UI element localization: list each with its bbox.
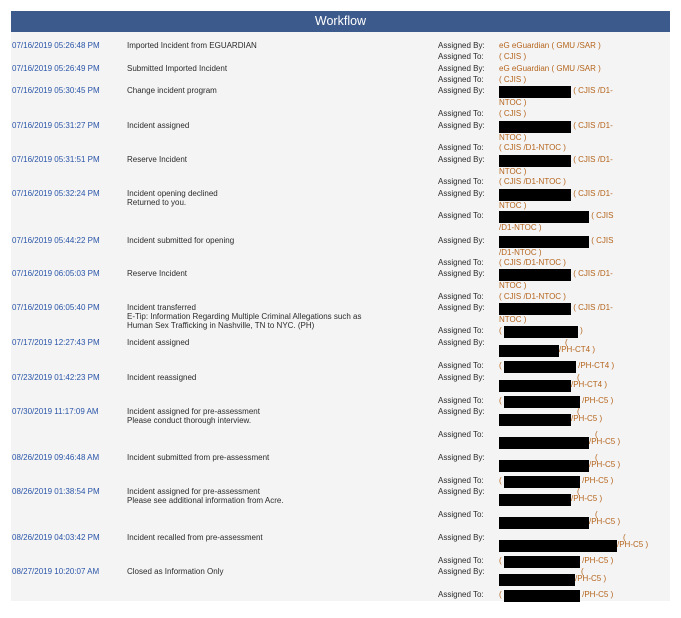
assigned-by-label: Assigned By: [438, 155, 485, 164]
assigned-by-label: Assigned By: [438, 41, 485, 50]
event-line: Incident opening declined [127, 189, 218, 198]
redaction-bar [499, 494, 571, 506]
to-value-tail: /PH-C5 ) [589, 437, 621, 446]
assigned-by-value [499, 155, 667, 176]
by-value-continued: NTOC ) [499, 167, 527, 176]
entry-datetime: 08/26/2019 01:38:54 PM [12, 487, 100, 496]
assigned-to-label: Assigned To: [438, 211, 484, 220]
by-value-continued [499, 414, 667, 426]
entry-event [127, 64, 417, 73]
assigned-to-label: Assigned To: [438, 476, 484, 485]
assigned-by-label: Assigned By: [438, 236, 485, 245]
entry-datetime: 08/27/2019 10:20:07 AM [12, 567, 100, 576]
assigned-by-value [499, 533, 667, 552]
entry-event [127, 567, 417, 576]
entry-datetime: 07/16/2019 05:31:51 PM [12, 155, 100, 164]
entry-event [127, 487, 417, 505]
by-value-continued: NTOC ) [499, 98, 527, 107]
entry-event [127, 338, 417, 347]
assigned-to-value: ( CJIS /D1-NTOC ) [499, 143, 566, 152]
assigned-by-label: Assigned By: [438, 86, 485, 95]
assigned-by-value [499, 236, 667, 257]
entry-datetime: 07/17/2019 12:27:43 PM [12, 338, 100, 347]
by-value-tail: /PH-C5 ) [617, 540, 649, 549]
entry-event [127, 189, 417, 207]
assigned-by-label: Assigned By: [438, 269, 485, 278]
by-value-tail: /PH-C5 ) [589, 460, 621, 469]
redaction-bar [499, 236, 589, 248]
redaction-bar [499, 86, 571, 98]
event-line: Human Sex Trafficking in Nashville, TN to NYC. (PH) [127, 321, 315, 330]
assigned-to-label: Assigned To: [438, 75, 484, 84]
assigned-to-value [499, 109, 667, 118]
workflow-panel [11, 11, 670, 601]
assigned-by-value [499, 487, 667, 506]
assigned-to-label: Assigned To: [438, 396, 484, 405]
redaction-bar [499, 517, 589, 529]
by-value-tail: /PH-C5 ) [575, 574, 607, 583]
entry-event [127, 533, 417, 542]
assigned-by-value [499, 453, 667, 472]
by-value-tail: /PH-CT4 ) [559, 345, 595, 354]
by-value-suffix: ( CJIS [589, 236, 614, 245]
event-line: Reserve Incident [127, 269, 188, 278]
to-value-open: ( [499, 476, 504, 485]
assigned-by-value [499, 86, 667, 107]
assigned-to-value [499, 430, 667, 449]
by-value-continued: /D1-NTOC ) [499, 248, 542, 257]
by-value-open: ( [595, 453, 598, 462]
entry-datetime: 07/30/2019 11:17:09 AM [12, 407, 99, 416]
event-line: Incident transferred [127, 303, 196, 312]
entry-datetime: 07/16/2019 05:32:24 PM [12, 189, 100, 198]
assigned-by-value [499, 338, 667, 357]
assigned-to-label: Assigned To: [438, 52, 484, 61]
to-value-open: ( [499, 556, 504, 565]
assigned-to-value [499, 143, 667, 152]
entry-event [127, 269, 417, 278]
redaction-bar [499, 460, 589, 472]
assigned-to-label: Assigned To: [438, 292, 484, 301]
by-value-continued: NTOC ) [499, 133, 527, 142]
to-value-open: ( [499, 396, 504, 405]
assigned-to-value: ( CJIS /D1-NTOC ) [499, 258, 566, 267]
assigned-to-value [499, 211, 667, 232]
to-value-continued [499, 517, 667, 529]
by-value-continued [499, 460, 667, 472]
assigned-to-value: ( CJIS ) [499, 52, 527, 61]
event-line: Incident reassigned [127, 373, 197, 382]
by-value-suffix: ( CJIS /D1- [571, 121, 613, 130]
entry-datetime: 07/16/2019 05:31:27 PM [12, 121, 100, 130]
by-value-open: ( [577, 373, 580, 382]
assigned-to-value [499, 177, 667, 186]
assigned-to-value [499, 510, 667, 529]
redaction-bar [499, 269, 571, 281]
redaction-bar [499, 155, 571, 167]
event-line: Incident submitted for opening [127, 236, 235, 245]
by-value-line [499, 121, 667, 133]
to-value-tail: /PH-C5 ) [579, 590, 614, 599]
to-value-line [499, 361, 667, 373]
assigned-to-label: Assigned To: [438, 326, 484, 335]
by-value-open: ( [623, 533, 626, 542]
event-line: Closed as Information Only [127, 567, 224, 576]
assigned-to-value [499, 326, 667, 338]
by-value-suffix: ( CJIS /D1- [571, 269, 613, 278]
redaction-bar [499, 437, 589, 449]
to-value-line [499, 590, 667, 602]
assigned-by-value: eG eGuardian ( GMU /SAR ) [499, 64, 601, 73]
assigned-by-value [499, 121, 667, 142]
assigned-by-value [499, 303, 667, 324]
entry-event [127, 86, 417, 95]
by-value-continued: NTOC ) [499, 201, 527, 210]
assigned-to-label: Assigned To: [438, 510, 484, 519]
assigned-by-label: Assigned By: [438, 453, 485, 462]
to-value-tail: /PH-CT4 ) [575, 361, 615, 370]
by-value-suffix: ( CJIS /D1- [571, 86, 613, 95]
assigned-by-label: Assigned By: [438, 121, 485, 130]
event-line: Incident assigned for pre-assessment [127, 487, 260, 496]
assigned-to-value: ( CJIS /D1-NTOC ) [499, 292, 566, 301]
by-value-tail: /PH-C5 ) [571, 414, 603, 423]
to-value-tail: /PH-C5 ) [579, 476, 614, 485]
to-value-open: ( [499, 590, 504, 599]
entry-event [127, 407, 417, 425]
assigned-by-value [499, 189, 667, 210]
by-value-continued [499, 380, 667, 392]
assigned-to-label: Assigned To: [438, 430, 484, 439]
assigned-to-label: Assigned To: [438, 143, 484, 152]
event-line: Incident assigned for pre-assessment [127, 407, 260, 416]
by-value-suffix: ( CJIS /D1- [571, 303, 613, 312]
event-line: Please see additional information from Acre. [127, 496, 284, 505]
entry-datetime: 07/16/2019 05:26:49 PM [12, 64, 100, 73]
event-line: Change incident program [127, 86, 217, 95]
to-value-open: ( [595, 430, 598, 439]
assigned-to-value: ( CJIS ) [499, 75, 527, 84]
entry-datetime: 07/16/2019 05:30:45 PM [12, 86, 100, 95]
by-value-open: ( [577, 407, 580, 416]
redaction-bar [499, 540, 617, 552]
redaction-bar [499, 303, 571, 315]
entry-event [127, 453, 417, 462]
redaction-bar [499, 211, 589, 223]
assigned-by-label: Assigned By: [438, 533, 485, 542]
redaction-bar [499, 345, 559, 357]
assigned-to-value [499, 52, 667, 61]
to-value-open: ( [595, 510, 598, 519]
redaction-bar [499, 380, 571, 392]
redaction-bar [504, 326, 578, 338]
by-value-suffix: ( CJIS /D1- [571, 155, 613, 164]
to-value-tail: /PH-C5 ) [589, 517, 621, 526]
assigned-to-label: Assigned To: [438, 177, 484, 186]
assigned-to-value: ( CJIS /D1-NTOC ) [499, 177, 566, 186]
by-value-open: ( [581, 567, 584, 576]
entry-datetime: 08/26/2019 04:03:42 PM [12, 533, 100, 542]
redaction-bar [504, 361, 576, 373]
to-value-open: ( [499, 326, 504, 335]
assigned-to-label: Assigned To: [438, 258, 484, 267]
assigned-by-value [499, 41, 667, 50]
by-value-open: ( [565, 338, 568, 347]
assigned-by-label: Assigned By: [438, 567, 485, 576]
by-value-line [499, 303, 667, 315]
by-value-line [499, 155, 667, 167]
entry-event [127, 121, 417, 130]
entry-datetime: 07/16/2019 06:05:40 PM [12, 303, 100, 312]
assigned-by-value [499, 373, 667, 392]
entry-event [127, 41, 417, 50]
to-value-tail: /PH-C5 ) [579, 556, 614, 565]
event-line: E-Tip: Information Regarding Multiple Criminal Allegations such as [127, 312, 362, 321]
redaction-bar [499, 121, 571, 133]
workflow-header: Workflow [11, 11, 670, 32]
to-value-tail: /PH-C5 ) [579, 396, 614, 405]
assigned-by-label: Assigned By: [438, 407, 485, 416]
event-line: Imported Incident from EGUARDIAN [127, 41, 257, 50]
event-line: Incident recalled from pre-assessment [127, 533, 263, 542]
entry-datetime: 07/16/2019 05:26:48 PM [12, 41, 100, 50]
assigned-by-value: eG eGuardian ( GMU /SAR ) [499, 41, 601, 50]
event-line: Incident assigned [127, 338, 190, 347]
by-value-tail: /PH-CT4 ) [571, 380, 607, 389]
assigned-by-label: Assigned By: [438, 338, 485, 347]
by-value-continued [499, 574, 667, 586]
entry-datetime: 08/26/2019 09:46:48 AM [12, 453, 100, 462]
by-value-continued [499, 540, 667, 552]
event-line: Incident submitted from pre-assessment [127, 453, 270, 462]
entry-event [127, 373, 417, 382]
redaction-bar [499, 189, 571, 201]
redaction-bar [499, 414, 571, 426]
event-line: Submitted Imported Incident [127, 64, 228, 73]
redaction-bar [504, 590, 580, 602]
by-value-line [499, 269, 667, 281]
by-value-tail: /PH-C5 ) [571, 494, 603, 503]
assigned-to-label: Assigned To: [438, 590, 484, 599]
event-line: Returned to you. [127, 198, 187, 207]
assigned-by-value [499, 269, 667, 290]
to-value-line [499, 326, 667, 338]
assigned-by-label: Assigned By: [438, 64, 485, 73]
assigned-to-value [499, 292, 667, 301]
event-line: Incident assigned [127, 121, 190, 130]
entry-event [127, 303, 417, 330]
to-value-continued [499, 437, 667, 449]
assigned-to-value [499, 258, 667, 267]
assigned-by-label: Assigned By: [438, 373, 485, 382]
assigned-by-label: Assigned By: [438, 303, 485, 312]
entry-event [127, 155, 417, 164]
assigned-to-value [499, 361, 667, 373]
by-value-continued [499, 494, 667, 506]
assigned-by-label: Assigned By: [438, 487, 485, 496]
to-value-line [499, 211, 667, 223]
to-value-continued: /D1-NTOC ) [499, 223, 542, 232]
entry-datetime: 07/23/2019 01:42:23 PM [12, 373, 100, 382]
assigned-by-value [499, 407, 667, 426]
by-value-continued: NTOC ) [499, 315, 527, 324]
assigned-to-value: ( CJIS ) [499, 109, 527, 118]
by-value-line [499, 189, 667, 201]
entry-datetime: 07/16/2019 06:05:03 PM [12, 269, 100, 278]
to-value-suffix: ( CJIS [589, 211, 614, 220]
redaction-bar [499, 574, 575, 586]
by-value-line [499, 236, 667, 248]
to-value-close: ) [577, 326, 583, 335]
by-value-continued [499, 345, 667, 357]
assigned-to-value [499, 75, 667, 84]
assigned-to-label: Assigned To: [438, 361, 484, 370]
entry-datetime: 07/16/2019 05:44:22 PM [12, 236, 100, 245]
entry-event [127, 236, 417, 245]
assigned-by-label: Assigned By: [438, 189, 485, 198]
assigned-by-value [499, 64, 667, 73]
to-value-open: ( [499, 361, 504, 370]
assigned-to-label: Assigned To: [438, 556, 484, 565]
by-value-line [499, 86, 667, 98]
by-value-continued: NTOC ) [499, 281, 527, 290]
by-value-open: ( [577, 487, 580, 496]
assigned-to-value [499, 590, 667, 602]
assigned-to-label: Assigned To: [438, 109, 484, 118]
event-line: Reserve Incident [127, 155, 188, 164]
event-line: Please conduct thorough interview. [127, 416, 252, 425]
by-value-suffix: ( CJIS /D1- [571, 189, 613, 198]
assigned-by-value [499, 567, 667, 586]
